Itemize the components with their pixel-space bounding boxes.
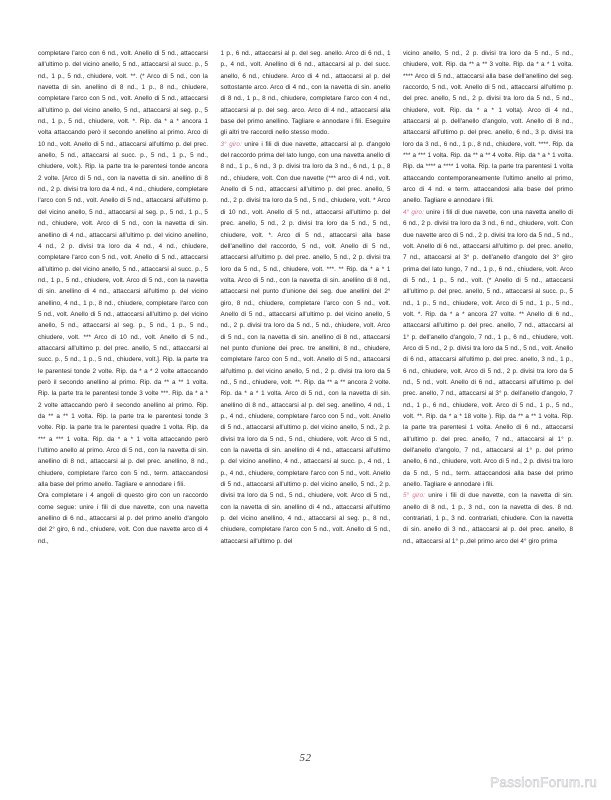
paragraph [403,48,573,207]
watermark-passionforum: PassionForum.ru [490,775,597,790]
paragraph-text: unire i fili di due navette, con una navetta anello di 6 nd., 2 p. divisi tra loro da 3 nd., 6 nd., chiudere, volt. Con due navette arco di 5 nd., 2 p. divisi tra loro da 5 nd., 5 nd., volt. Anello di 6 nd., attaccarsi all'ultimo p. del prec. anello, 7 nd., attaccarsi al 3° p. dell'anello d'angolo del 3° giro prima del lato lungo, 7 nd., 1 p., 6 nd., chiudere, volt. Arco di 5 nd., 1 p., 5 nd., volt. (* Anello di 5 nd., attaccarsi all'ultimo p. del prec. anello, 5 nd., attaccarsi al succ. p., 5 nd., 1 p., 5 nd., chiudere, volt. Arco di 5 nd., 1 p., 5 nd., volt. *. Rip. da * a * ancora 27 volte. ** Anello di 6 nd., attaccarsi all'ultimo p. del prec. anello, 7 nd., attaccarsi al 1° p. dell'anello d'angolo, 7 nd., 1 p., 6 nd., chiudere, volt. Arco di 5 nd., 2 p. divisi tra loro da 5 nd., 5 nd., volt. Anello di 6 nd., attaccarsi all'ultimo p. del prec. anello, 3 nd., 1 p., 6 nd., chiudere, volt. Arco di 5 nd., 2 p. divisi tra loro da 5 nd., 5 nd., volt. Anello di 6 nd., attaccarsi all'ultimo p. del prec. anello, 7 nd., attaccarsi al 3° p. dell'anello d'angolo, 7 nd., 1 p., 6 nd., chiudere, volt. Arco di 5 nd., 1 p., 5 nd., volt. **. Rip. da * a * 18 volte ). Rip. da ** a ** 1 volta. Rip. la parte tra parentesi 1 volta. Anello di 6 nd., attaccarsi all'ultimo p. del prec. anello, 7 nd., attaccarsi al 1° p. dell'anello d'angolo, 7 nd., attaccarsi al 1° p. del primo anello, 6 nd., chiudere, volt. Arco di 5 nd., 2 p. divisi tra loro da 5 nd., 5 nd., term. attaccandosi alla base del primo anello. Tagliare e annodare i fili. [403,208,573,489]
paragraph-text: Ora completare i 4 angoli di questo giro con un raccordo come segue: unire i fili di due navette, con una navetta anellino di 6 nd., attaccarsi al p. del primo anello d'angolo del 2° giro, 6 nd., chiudere, volt. Con due navette arco di 4 nd., [38,492,208,545]
text-column-2 [221,48,391,547]
paragraph-text: unire i fili di due navette, attaccarsi al p. d'angolo del raccordo prima del lato lungo, con una navetta anello di 8 nd., 1 p., 6 nd., 3 p. divisi tra loro da 3 nd., 6 nd., 1 p., 8 nd., chiudere, volt. Con due navette (*** arco di 4 nd., volt. Anello di 5 nd., attaccarsi all'ultimo p. del prec. anello, 5 nd., 2 p. divisi tra loro da 5 nd., 5 nd., chiudere, volt. * Arco di 10 nd., volt. Anello di 5 nd., attaccarsi all'ultimo p. del prec. anello, 5 nd., 2 p. divisi tra loro da 5 nd., 5 nd., chiudere, volt. *. Arco di 5 nd., attaccarsi alla base dell'anellino del raccordo, 5 nd., volt. Anello di 5 nd., attaccarsi all'ultimo p. del prec. anello, 5 nd., 2 p. divisi tra loro da 5 nd., 5 nd., chiudere, volt. ***. ** Rip. da * a * 1 volta. Arco di 5 nd., con la navetta di sin. anellino di 8 nd., attaccarsi nel punto d'unione dei seg. due anellini del 2° giro, 8 nd., chiudere, completare l'arco con 5 nd., volt. Anello di 5 nd., attaccarsi all'ultimo p. del vicino anello, 5 nd., 2 p. divisi tra loro da 5 nd., 5 nd., chiudere, volt. Arco di 5 nd., con la navetta di sin. anellino di 8 nd., attaccarsi nel punto d'unione dei prec. tre anellini, 8 nd., chiudere, completare l'arco con 5 nd., volt. Anello di 5 nd., attaccarsi all'ultimo p. del vicino anello, 5 nd., 2 p. divisi tra loro da 5 nd., 5 nd., chiudere, volt. **. Rip. da ** a ** ancora 2 volte. Rip. da * a * 1 volta. Arco di 5 nd., con la navetta di sin. anellino di 8 nd., attaccarsi al p. del seg. anellino, 4 nd., 1 p., 4 nd., chiudere, completare l'arco con 5 nd., volt. Anello di 5 nd., attaccarsi all'ultimo p. del vicino anello, 5 nd., 2 p. divisi tra loro da 5 nd., 5 nd., chiudere, volt. Arco di 5 nd., con la navetta di sin. anellino di 4 nd., attaccarsi all'ultimo p. del vicino anellino, 4 nd., attaccarsi al succ. p., 4 nd., 1 p., 4 nd., chiudere, completare l'arco con 5 nd., volt. Anello di 5 nd., attaccarsi all'ultimo p. del vicino anello, 5 nd., 2 p. divisi tra loro da 5 nd., 5 nd., chiudere, volt. Arco di 5 nd., con la navetta di sin. anellino di 4 nd., attaccarsi all'ultimo p. del vicino anellino, 4 nd., attaccarsi al seg. p., 8 nd., chiudere, completare l'arco con 5 nd., volt. Anello di 5 nd., attaccarsi all'ultimo p. del [220,140,391,545]
text-column-1 [38,48,208,547]
paragraph-text: completare l'arco con 6 nd., volt. Anello di 5 nd., attaccarsi all'ultimo p. del vicino anello, 5 nd., attaccarsi al succ. p., 5 nd., 1 p., 5 nd., chiudere, volt. **. (* Arco di 5 nd., con la navetta di sin. anellino di 8 nd., 1 p., 8 nd., chiudere, completare l'arco con 5 nd., volt. Anello di 5 nd., attaccarsi all'ultimo p. del vicino anello, 5 nd., attaccarsi al seg. p., 5 nd., 1 p., 5 nd., chiudere, volt. *. Rip. da * a * ancora 1 volta attaccando però il secondo anellino al primo. Arco di 10 nd., volt. Anello di 5 nd., attaccarsi all'ultimo p. del prec. anello, 5 nd., attaccarsi al succ. p., 5 nd., 1 p., 5 nd., chiudere, volt.). Rip. la parte tra le parentesi tonde ancora 2 volte. [Arco di 5 nd., con la navetta di sin. anellino di 8 nd., 2 p. divisi tra loro da 4 nd., 4 nd., chiudere, completare l'arco con 5 nd., volt. Anello di 5 nd., attaccarsi all'ultimo p. del vicino anello, 5 nd., attaccarsi al seg. p., 5 nd., 1 p., 5 nd., chiudere, volt. Arco di 5 nd., con la navetta di sin. anellino di 4 nd., attaccarsi all'ultimo p. del vicino anellino, 4 nd., 2 p. divisi tra loro da 4 nd., 4 nd., chiudere, completare l'arco con 5 nd., volt. Anello di 5 nd., attaccarsi all'ultimo p. del vicino anello, 5 nd., attaccarsi al succ. p., 5 nd., 1 p., 5 nd., chiudere, volt. Arco di 5 nd., con la navetta di sin. anellino di 4 nd., attaccarsi all'ultimo p. del vicino anellino, 4 nd., 1 p., 8 nd., chiudere, completare l'arco con 5 nd., volt. Anello di 5 nd., attaccarsi all'ultimo p. del vicino anello, 5 nd., attaccarsi al seg. p., 5 nd., 1 p., 5 nd., chiudere, volt. *** Arco di 10 nd., volt. Anello di 5 nd., attaccarsi all'ultimo p. del prec. anello, 5 nd., attaccarsi al succ. p., 5 nd., 1 p., 5 nd., chiudere, volt.]. Rip. la parte tra le parentesi tonde 2 volte. Rip. da * a * 2 volte attaccando però il secondo anellino al primo. Rip. da ** a ** 1 volta. Rip. la parte tra le parentesi tonde 3 volte ***. Rip. da * a * 2 volte attaccando però il secondo anellino al primo. Rip. da ** a ** 1 volta. Rip. la parte tra le parentesi tonde 3 volte. Rip. la parte tra le parentesi quadre 1 volta. Rip. da *** a *** 1 volta. Rip. da * a * 1 volta attaccando però l'ultimo anello al primo. Arco di 5 nd., con la navetta di sin. anellino di 8 nd., attaccarsi al p. del prec. anellino, 8 nd., chiudere, completare l'arco con 5 nd., term. attaccandosi alla base del primo anello. Tagliare e annodare i fili. [38,50,208,489]
paragraph [403,207,573,491]
paragraph [221,48,391,139]
giro-label: 5° giro: [403,492,425,500]
paragraph [221,139,391,547]
paragraph-text: unire i fili di due navette, con la navetta di sin. anello di 8 nd., 1 p., 3 nd., con la navetta di des. 8 nd. contrariati, 1 p., 3 nd. contrariati, chiudere. Con la navetta di sin. anello di 3 nd., attaccarsi al p. del prec. anello, 8 nd., attaccarsi al 1° p.,del primo arco del 4° giro prima [403,492,573,545]
paragraph-text: vicino anello, 5 nd., 2 p. divisi tra loro da 5 nd., 5 nd., chiudere, volt. Rip. da ** a ** 3 volte. Rip. da * a * 1 volta. **** Arco di 5 nd., attaccarsi alla base dell'anellino del seg. raccordo, 5 nd., volt. Anello di 5 nd., attaccarsi all'ultimo p. del prec. anello, 5 nd., 2 p. divisi tra loro da 5 nd., 5 nd., chiudere, volt. Rip. da * a * 1 volta). Arco di 4 nd., attaccarsi al p. dell'anello d'angolo, volt. Anello di 8 nd., attaccarsi all'ultimo p. del prec. anello, 6 nd., 3 p. divisi tra loro da 3 nd., 6 nd., 1 p., 8 nd., chiudere, volt. ****. Rip. da *** a *** 1 volta. Rip. da ** a ** 4 volte. Rip. da * a * 1 volta. Rip. da **** a **** 1 volta. Rip. la parte tra parentesi 1 volta attaccando contemporaneamente l'ultimo anello al primo, arco di 4 nd. e term. attaccandosi alla base del primo anello. Tagliare e annodare i fili. [403,50,573,205]
paragraph [38,490,208,547]
giro-label: 3° giro: [220,140,242,148]
text-columns-container [38,48,573,728]
text-column-3 [403,48,573,547]
paragraph [38,48,208,490]
paragraph [403,490,573,547]
paragraph-text: 1 p., 6 nd., attaccarsi al p. del seg. anello. Arco di 6 nd., 1 p., 4 nd., volt. Anellino di 6 nd., attaccarsi al p. del succ. anello, 6 nd., chiudere. Arco di 4 nd., attaccarsi al p. del sottostante arco. Arco di 4 nd., con la navetta di sin. anello di 8 nd., 1 p., 8 nd., chiudere, completare l'arco con 4 nd., attaccarsi al p. del seg. arco. Arco di 4 nd., attaccarsi alla base del primo anellino. Tagliare e annodare i fili. Eseguire gli altri tre raccordi nello stesso modo. [220,50,391,137]
page-number: 52 [299,752,312,764]
giro-label: 4° giro: [403,208,424,216]
